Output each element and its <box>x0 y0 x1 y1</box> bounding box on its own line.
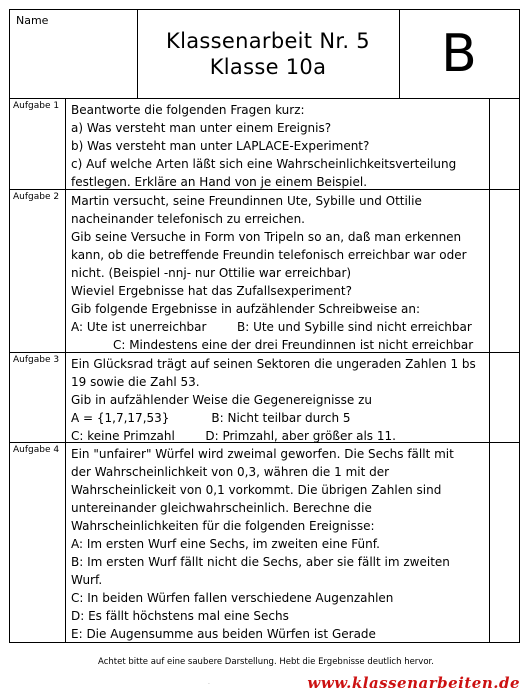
title-line-1: Klassenarbeit Nr. 5 <box>166 29 370 53</box>
task-line: b) Was versteht man unter LAPLACE-Experiment? <box>71 139 370 153</box>
task-line: Ein Glücksrad trägt auf seinen Sektoren die ungeraden Zahlen 1 bs <box>71 357 476 371</box>
task-line: c) Auf welche Arten läßt sich eine Wahrscheinlichkeitsverteilung <box>71 157 457 171</box>
task-text-3 <box>71 355 491 445</box>
task-line: Wurf. <box>71 573 103 587</box>
task-line: Wieviel Ergebnisse hat das Zufallsexperiment? <box>71 284 352 298</box>
task-text-1 <box>71 101 491 191</box>
task-line: C: keine Primzahl D: Primzahl, aber größer als 11. <box>71 429 396 443</box>
task-line: Martin versucht, seine Freundinnen Ute, Sybille und Ottilie <box>71 194 422 208</box>
task-text-4 <box>71 445 491 643</box>
name-label: Name <box>16 14 49 27</box>
task-line: D: Es fällt höchstens mal eine Sechs <box>71 609 289 623</box>
footer-dot: . <box>208 679 210 686</box>
task-line: A: Im ersten Wurf eine Sechs, im zweiten eine Fünf. <box>71 537 380 551</box>
task-line: A = {1,7,17,53} B: Nicht teilbar durch 5 <box>71 411 351 425</box>
task-line: kann, ob die betreffende Freundin telefonisch erreichbar war oder <box>71 248 467 262</box>
task-line: a) Was versteht man unter einem Ereignis? <box>71 121 332 135</box>
label-column-divider <box>65 98 66 643</box>
task-label-2: Aufgabe 2 <box>13 192 60 202</box>
task-line: Gib folgende Ergebnisse in aufzählender Schreibweise an: <box>71 302 421 316</box>
task-line: Gib seine Versuche in Form von Tripeln so an, daß man erkennen <box>71 230 462 244</box>
task-line: E: Die Augensumme aus beiden Würfen ist Gerade <box>71 627 376 641</box>
task-line: Wahrscheinlickeit von 0,1 vorkommt. Die übrigen Zahlen sind <box>71 483 442 497</box>
title-line-2: Klasse 10a <box>209 55 327 79</box>
task-line: A: Ute ist unerreichbar B: Ute und Sybille sind nicht erreichbar <box>71 320 472 334</box>
task-line: B: Im ersten Wurf fällt nicht die Sechs, aber sie fällt im zweiten <box>71 555 450 569</box>
task-line: Ein "unfairer" Würfel wird zweimal geworfen. Die Sechs fällt mit <box>71 447 454 461</box>
task-label-4: Aufgabe 4 <box>13 445 60 455</box>
task-line: C: In beiden Würfen fallen verschiedene Augenzahlen <box>71 591 394 605</box>
task-line: nacheinander telefonisch zu erreichen. <box>71 212 305 226</box>
task-line: der Wahrscheinlichkeit von 0,3, währen die 1 mit der <box>71 465 390 479</box>
task-line: festlegen. Erkläre an Hand von je einem Beispiel. <box>71 175 368 189</box>
brand-logo[interactable]: www.klassenarbeiten.de <box>307 674 520 692</box>
task-line: untereinander gleichwahrscheinlich. Berechne die <box>71 501 372 515</box>
task-label-3: Aufgabe 3 <box>13 355 60 365</box>
footer-note: Achtet bitte auf eine saubere Darstellung. Hebt die Ergebnisse deutlich hervor. <box>98 657 434 667</box>
group-letter: B <box>441 24 477 84</box>
task-line: C: Mindestens eine der drei Freundinnen ist nicht erreichbar <box>71 338 474 352</box>
task-line: 19 sowie die Zahl 53. <box>71 375 200 389</box>
task-label-1: Aufgabe 1 <box>13 101 60 111</box>
page-title <box>137 10 399 98</box>
task-text-2 <box>71 192 491 354</box>
task-line: Wahrscheinlichkeiten für die folgenden Ereignisse: <box>71 519 375 533</box>
task-line: nicht. (Beispiel -nnj- nur Ottilie war erreichbar) <box>71 266 352 280</box>
task-line: Beantworte die folgenden Fragen kurz: <box>71 103 305 117</box>
task-line: Gib in aufzählender Weise die Gegenereignisse zu <box>71 393 373 407</box>
